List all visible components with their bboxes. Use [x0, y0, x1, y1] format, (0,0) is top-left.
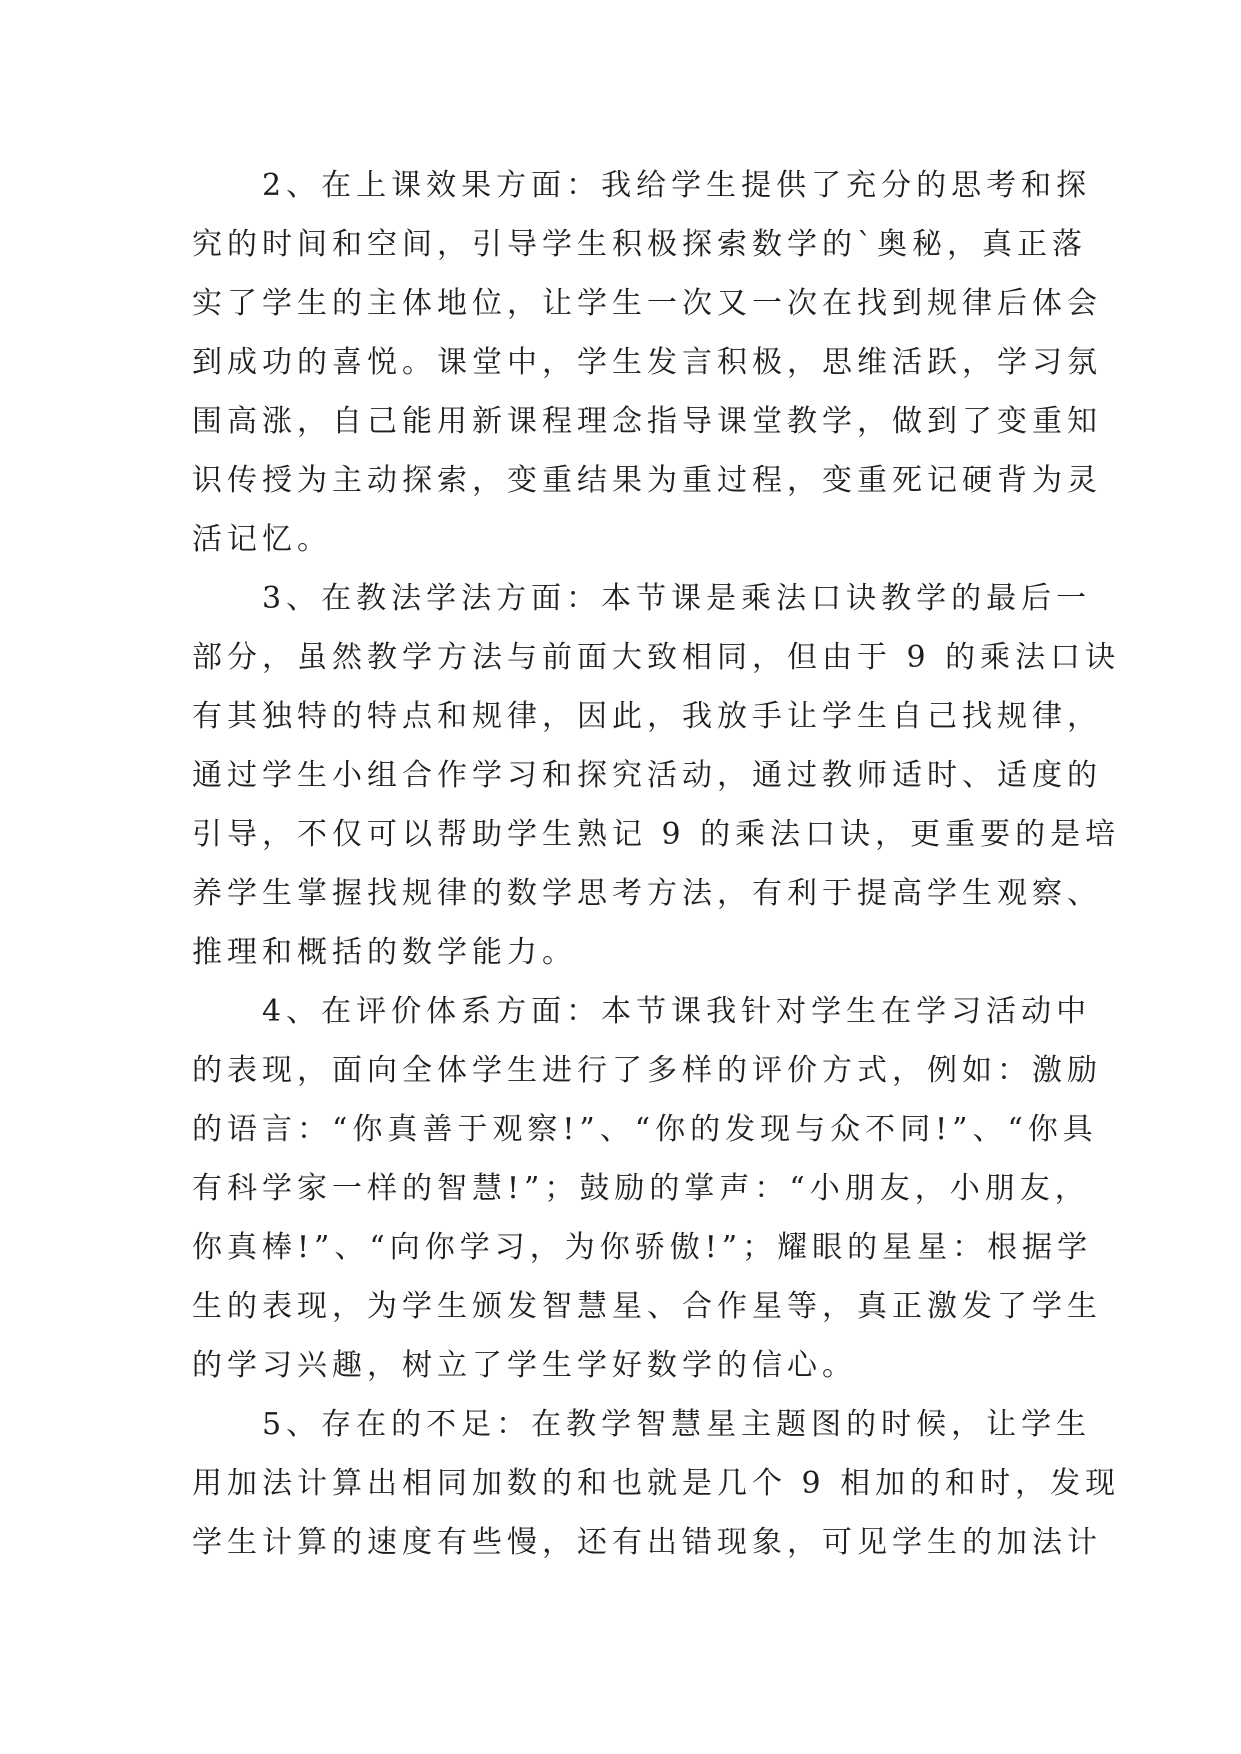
text-line: 有其独特的特点和规律，因此，我放手让学生自己找规律，	[192, 699, 1102, 734]
text-line: 究的时间和空间，引导学生积极探索数学的`奥秘，真正落	[192, 227, 1087, 262]
document-body	[192, 156, 1121, 1572]
text-line: 的表现，面向全体学生进行了多样的评价方式，例如：激励	[192, 1053, 1102, 1088]
text-line: 2、在上课效果方面：我给学生提供了充分的思考和探	[192, 168, 1092, 203]
text-line: 识传授为主动探索，变重结果为重过程，变重死记硬背为灵	[192, 463, 1102, 498]
text-line: 部分，虽然教学方法与前面大致相同，但由于 9 的乘法口诀	[192, 640, 1121, 675]
text-line: 生的表现，为学生颁发智慧星、合作星等，真正激发了学生	[192, 1289, 1102, 1324]
text-line: 4、在评价体系方面：本节课我针对学生在学习活动中	[192, 994, 1092, 1029]
text-line: 引导，不仅可以帮助学生熟记 9 的乘法口诀，更重要的是培	[192, 817, 1121, 852]
text-line: 有科学家一样的智慧!”；鼓励的掌声：“小朋友，小朋友，	[192, 1171, 1090, 1206]
text-line: 到成功的喜悦。课堂中，学生发言积极，思维活跃，学习氛	[192, 345, 1102, 380]
text-line: 5、存在的不足：在教学智慧星主题图的时候，让学生	[192, 1407, 1092, 1442]
text-line: 学生计算的速度有些慢，还有出错现象，可见学生的加法计	[192, 1525, 1102, 1560]
text-line: 通过学生小组合作学习和探究活动，通过教师适时、适度的	[192, 758, 1102, 793]
text-line: 3、在教法学法方面：本节课是乘法口诀教学的最后一	[192, 581, 1092, 616]
text-line: 用加法计算出相同加数的和也就是几个 9 相加的和时，发现	[192, 1466, 1121, 1501]
text-line: 活记忆。	[192, 522, 332, 557]
text-line: 的语言：“你真善于观察!”、“你的发现与众不同!”、“你具	[192, 1112, 1098, 1147]
text-line: 实了学生的主体地位，让学生一次又一次在找到规律后体会	[192, 286, 1102, 321]
text-line: 推理和概括的数学能力。	[192, 935, 577, 970]
text-line: 你真棒!”、“向你学习，为你骄傲!”；耀眼的星星：根据学	[192, 1230, 1093, 1265]
text-line: 的学习兴趣，树立了学生学好数学的信心。	[192, 1348, 857, 1383]
text-line: 养学生掌握找规律的数学思考方法，有利于提高学生观察、	[192, 876, 1102, 911]
text-line: 围高涨，自己能用新课程理念指导课堂教学，做到了变重知	[192, 404, 1102, 439]
